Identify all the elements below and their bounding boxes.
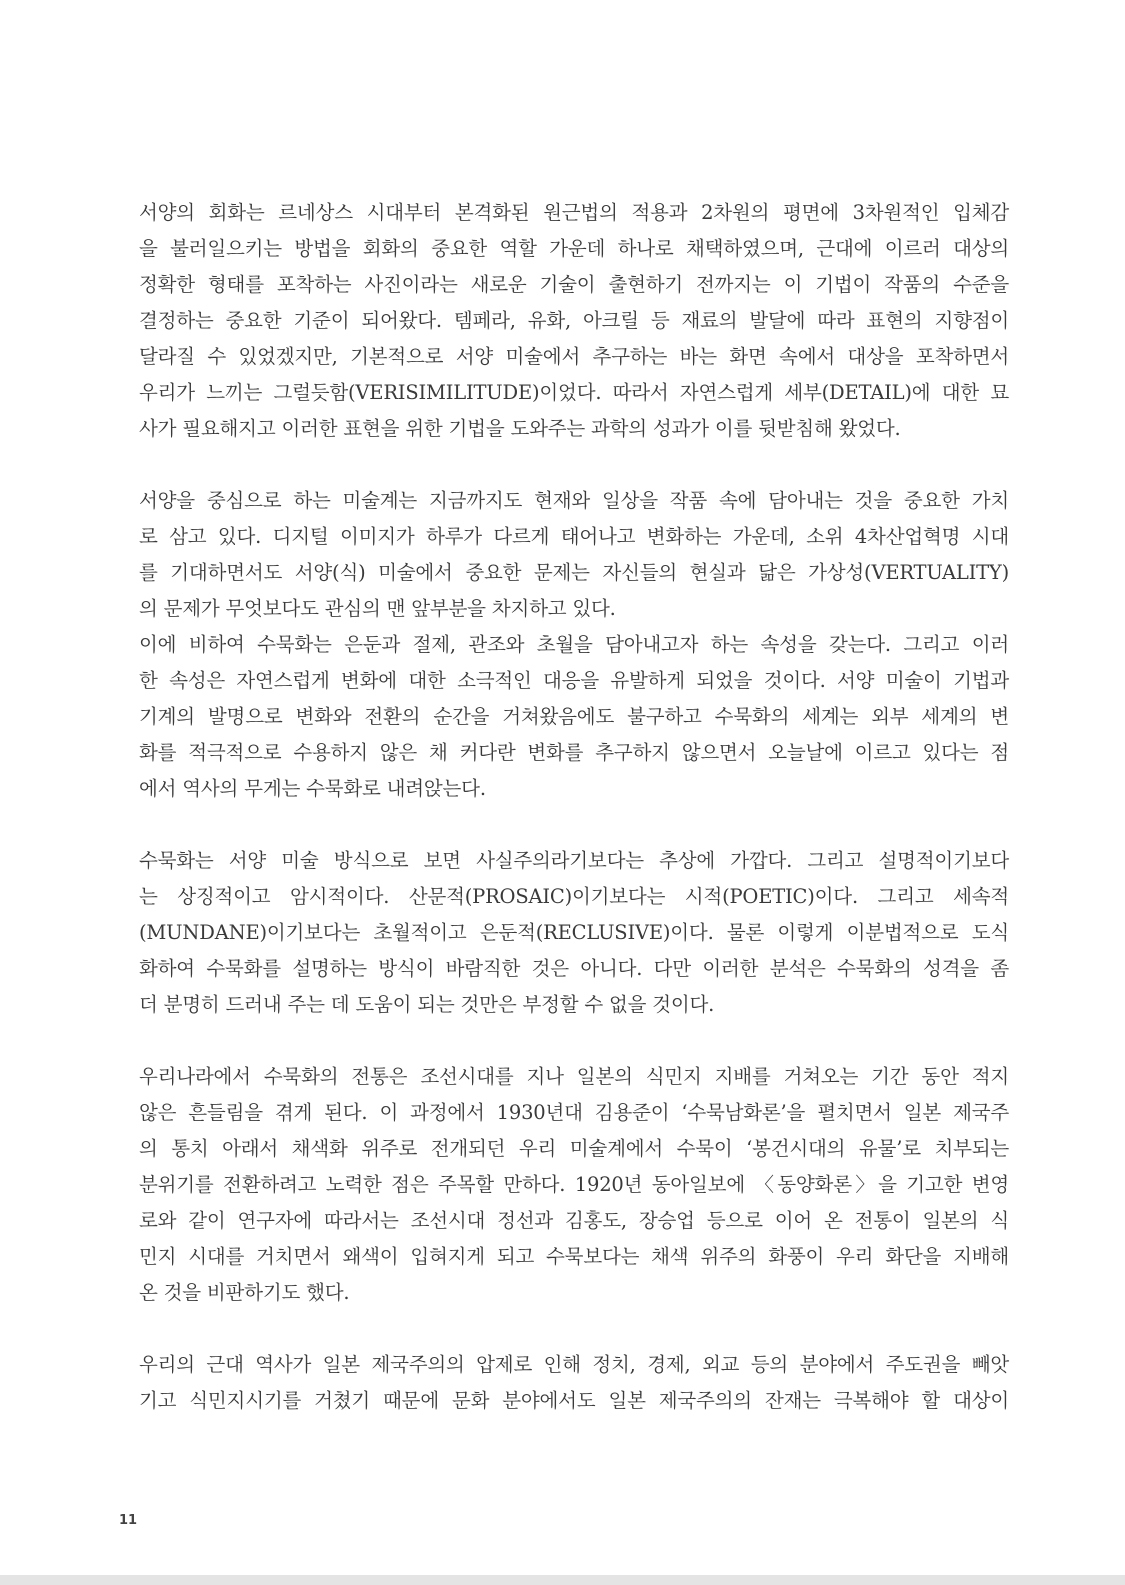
text-line: 정확한 형태를 포착하는 사진이라는 새로운 기술이 출현하기 전까지는 이 기법이 작품의 수준을 <box>139 273 1009 296</box>
text-line: (MUNDANE)이기보다는 초월적이고 은둔적(RECLUSIVE)이다. 물론 이렇게 이분법적으로 도식 <box>139 921 1009 944</box>
paragraph-modern-history <box>139 1347 1009 1419</box>
page-bottom-edge <box>0 1575 1125 1585</box>
text-line: 사가 필요해지고 이러한 표현을 위한 기법을 도와주는 과학의 성과가 이를 뒷받침해 왔었다. <box>139 417 901 440</box>
text-line: 의 통치 아래서 채색화 위주로 전개되던 우리 미술계에서 수묵이 ‘봉건시대의 유물’로 치부되는 <box>139 1137 1009 1160</box>
text-line: 우리나라에서 수묵화의 전통은 조선시대를 지나 일본의 식민지 지배를 거쳐오는 기간 동안 적지 <box>139 1065 1009 1088</box>
paragraph-gap <box>139 1023 1009 1059</box>
body-text <box>139 195 1009 1419</box>
text-line: 분위기를 전환하려고 노력한 점은 주목할 만하다. 1920년 동아일보에 〈동양화론〉을 기고한 변영 <box>139 1173 1009 1196</box>
text-line: 로와 같이 연구자에 따라서는 조선시대 정선과 김홍도, 장승업 등으로 이어 온 전통이 일본의 식 <box>139 1209 1009 1232</box>
text-line: 우리가 느끼는 그럴듯함(VERISIMILITUDE)이었다. 따라서 자연스럽게 세부(DETAIL)에 대한 묘 <box>139 381 1009 404</box>
text-line: 를 기대하면서도 서양(식) 미술에서 중요한 문제는 자신들의 현실과 닮은 가상성(VERTUALITY) <box>139 561 1009 584</box>
text-line: 더 분명히 드러내 주는 데 도움이 되는 것만은 부정할 수 없을 것이다. <box>139 993 715 1016</box>
text-line: 기고 식민지시기를 거쳤기 때문에 문화 분야에서도 일본 제국주의의 잔재는 극복해야 할 대상이 <box>139 1389 1009 1412</box>
text-line: 의 문제가 무엇보다도 관심의 맨 앞부분을 차지하고 있다. <box>139 597 616 620</box>
text-line: 화하여 수묵화를 설명하는 방식이 바람직한 것은 아니다. 다만 이러한 분석은 수묵화의 성격을 좀 <box>139 957 1009 980</box>
text-line: 않은 흔들림을 겪게 된다. 이 과정에서 1930년대 김용준이 ‘수묵남화론’을 펼치면서 일본 제국주 <box>139 1101 1009 1124</box>
text-line: 에서 역사의 무게는 수묵화로 내려앉는다. <box>139 777 486 800</box>
text-line: 달라질 수 있었겠지만, 기본적으로 서양 미술에서 추구하는 바는 화면 속에서 대상을 포착하면서 <box>139 345 1009 368</box>
text-line: 온 것을 비판하기도 했다. <box>139 1281 350 1304</box>
text-line: 화를 적극적으로 수용하지 않은 채 커다란 변화를 추구하지 않으면서 오늘날에 이르고 있다는 점 <box>139 741 1009 764</box>
page-number: 11 <box>119 1513 138 1528</box>
paragraph-ink-painting-nature <box>139 627 1009 807</box>
text-line: 수묵화는 서양 미술 방식으로 보면 사실주의라기보다는 추상에 가깝다. 그리고 설명적이기보다 <box>139 849 1009 872</box>
paragraph-ink-painting-abstraction <box>139 843 1009 1023</box>
text-line: 서양을 중심으로 하는 미술계는 지금까지도 현재와 일상을 작품 속에 담아내는 것을 중요한 가치 <box>139 489 1009 512</box>
paragraph-korean-ink-tradition <box>139 1059 1009 1311</box>
text-line: 결정하는 중요한 기준이 되어왔다. 템페라, 유화, 아크릴 등 재료의 발달에 따라 표현의 지향점이 <box>139 309 1009 332</box>
text-line: 기계의 발명으로 변화와 전환의 순간을 거쳐왔음에도 불구하고 수묵화의 세계는 외부 세계의 변 <box>139 705 1009 728</box>
text-line: 민지 시대를 거치면서 왜색이 입혀지게 되고 수묵보다는 채색 위주의 화풍이 우리 화단을 지배해 <box>139 1245 1009 1268</box>
paragraph-gap <box>139 447 1009 483</box>
paragraph-western-art-world <box>139 483 1009 627</box>
paragraph-gap <box>139 807 1009 843</box>
text-line: 이에 비하여 수묵화는 은둔과 절제, 관조와 초월을 담아내고자 하는 속성을 갖는다. 그리고 이러 <box>139 633 1009 656</box>
text-line: 서양의 회화는 르네상스 시대부터 본격화된 원근법의 적용과 2차원의 평면에 3차원적인 입체감 <box>139 201 1009 224</box>
text-line: 우리의 근대 역사가 일본 제국주의의 압제로 인해 정치, 경제, 외교 등의 분야에서 주도권을 빼앗 <box>139 1353 1009 1376</box>
text-line: 는 상징적이고 암시적이다. 산문적(PROSAIC)이기보다는 시적(POETIC)이다. 그리고 세속적 <box>139 885 1009 908</box>
paragraph-gap <box>139 1311 1009 1347</box>
text-line: 로 삼고 있다. 디지털 이미지가 하루가 다르게 태어나고 변화하는 가운데, 소위 4차산업혁명 시대 <box>139 525 1009 548</box>
text-line: 을 불러일으키는 방법을 회화의 중요한 역할 가운데 하나로 채택하였으며, 근대에 이르러 대상의 <box>139 237 1009 260</box>
paragraph-western-painting <box>139 195 1009 447</box>
text-line: 한 속성은 자연스럽게 변화에 대한 소극적인 대응을 유발하게 되었을 것이다. 서양 미술이 기법과 <box>139 669 1009 692</box>
